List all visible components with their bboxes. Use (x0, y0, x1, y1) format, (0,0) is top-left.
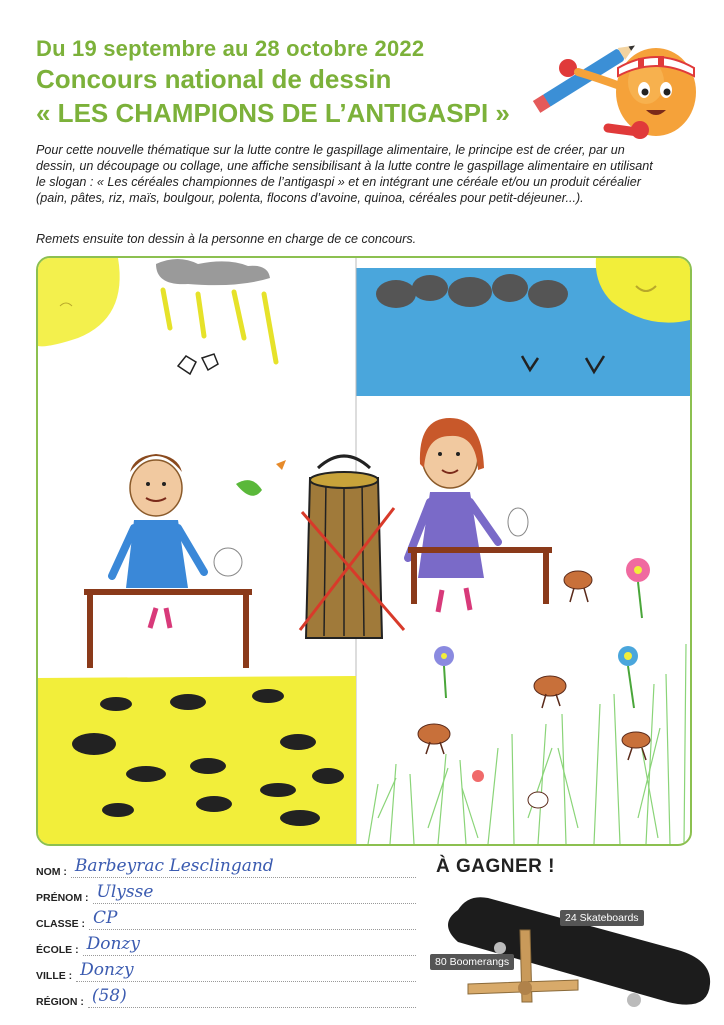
nom-value: Barbeyrac Lesclingand (74, 856, 274, 876)
classe-value: CP (93, 908, 118, 928)
ecole-label: ÉCOLE : (36, 944, 79, 956)
nom-label: NOM : (36, 866, 67, 878)
ecole-field[interactable] (83, 934, 416, 956)
prenom-field[interactable] (93, 882, 417, 904)
contest-title: Concours national de dessin (36, 64, 392, 94)
intro-paragraph: Pour cette nouvelle thématique sur la lutte contre le gaspillage alimentaire, le principe est de créer, par un dessin, un découpage ou collage, une affiche sensibilisant à la lutte contre le gaspillage alimentaire en utilisant le slogan : « Les céréales championnes de l’antigaspi » et en intégrant une céréale et/ou un produit céréalier (pain, pâtes, riz, maïs, boulgour, polenta, flocons d’avoine, quinoa, céréales pour petit-déjeuner...). (36, 143, 653, 205)
form-row-nom (36, 856, 416, 878)
prenom-value: Ulysse (96, 882, 154, 902)
contest-slogan: « LES CHAMPIONS DE L’ANTIGASPI » (36, 98, 510, 128)
ville-value: Donzy (80, 960, 134, 980)
classe-label: CLASSE : (36, 918, 86, 930)
nom-field[interactable] (71, 856, 416, 878)
prizes-heading: À GAGNER ! (436, 856, 555, 877)
classe-field[interactable] (89, 908, 416, 930)
boomerangs-badge: 80 Boomerangs (430, 954, 514, 970)
form-row-ville (36, 960, 416, 982)
ville-label: VILLE : (36, 970, 73, 982)
participant-form (36, 852, 436, 1022)
form-row-ecole (36, 934, 416, 956)
skateboards-badge: 24 Skateboards (560, 910, 644, 926)
mascot-illustration (528, 16, 714, 140)
region-value: (58) (91, 986, 127, 1006)
form-row-prenom (36, 882, 416, 904)
region-field[interactable] (88, 986, 416, 1008)
ecole-value: Donzy (86, 934, 140, 954)
skateboard-icon (428, 884, 718, 1020)
child-drawing (38, 258, 690, 844)
region-label: RÉGION : (36, 996, 84, 1008)
drawing-frame (36, 256, 692, 846)
form-row-region (36, 986, 416, 1008)
prenom-label: PRÉNOM : (36, 892, 89, 904)
instruction-text: Remets ensuite ton dessin à la personne en charge de ce concours. (36, 232, 417, 246)
contest-dates: Du 19 septembre au 28 octobre 2022 (36, 36, 425, 61)
form-row-classe (36, 908, 416, 930)
ville-field[interactable] (76, 960, 416, 982)
prize-illustration (428, 884, 718, 1020)
